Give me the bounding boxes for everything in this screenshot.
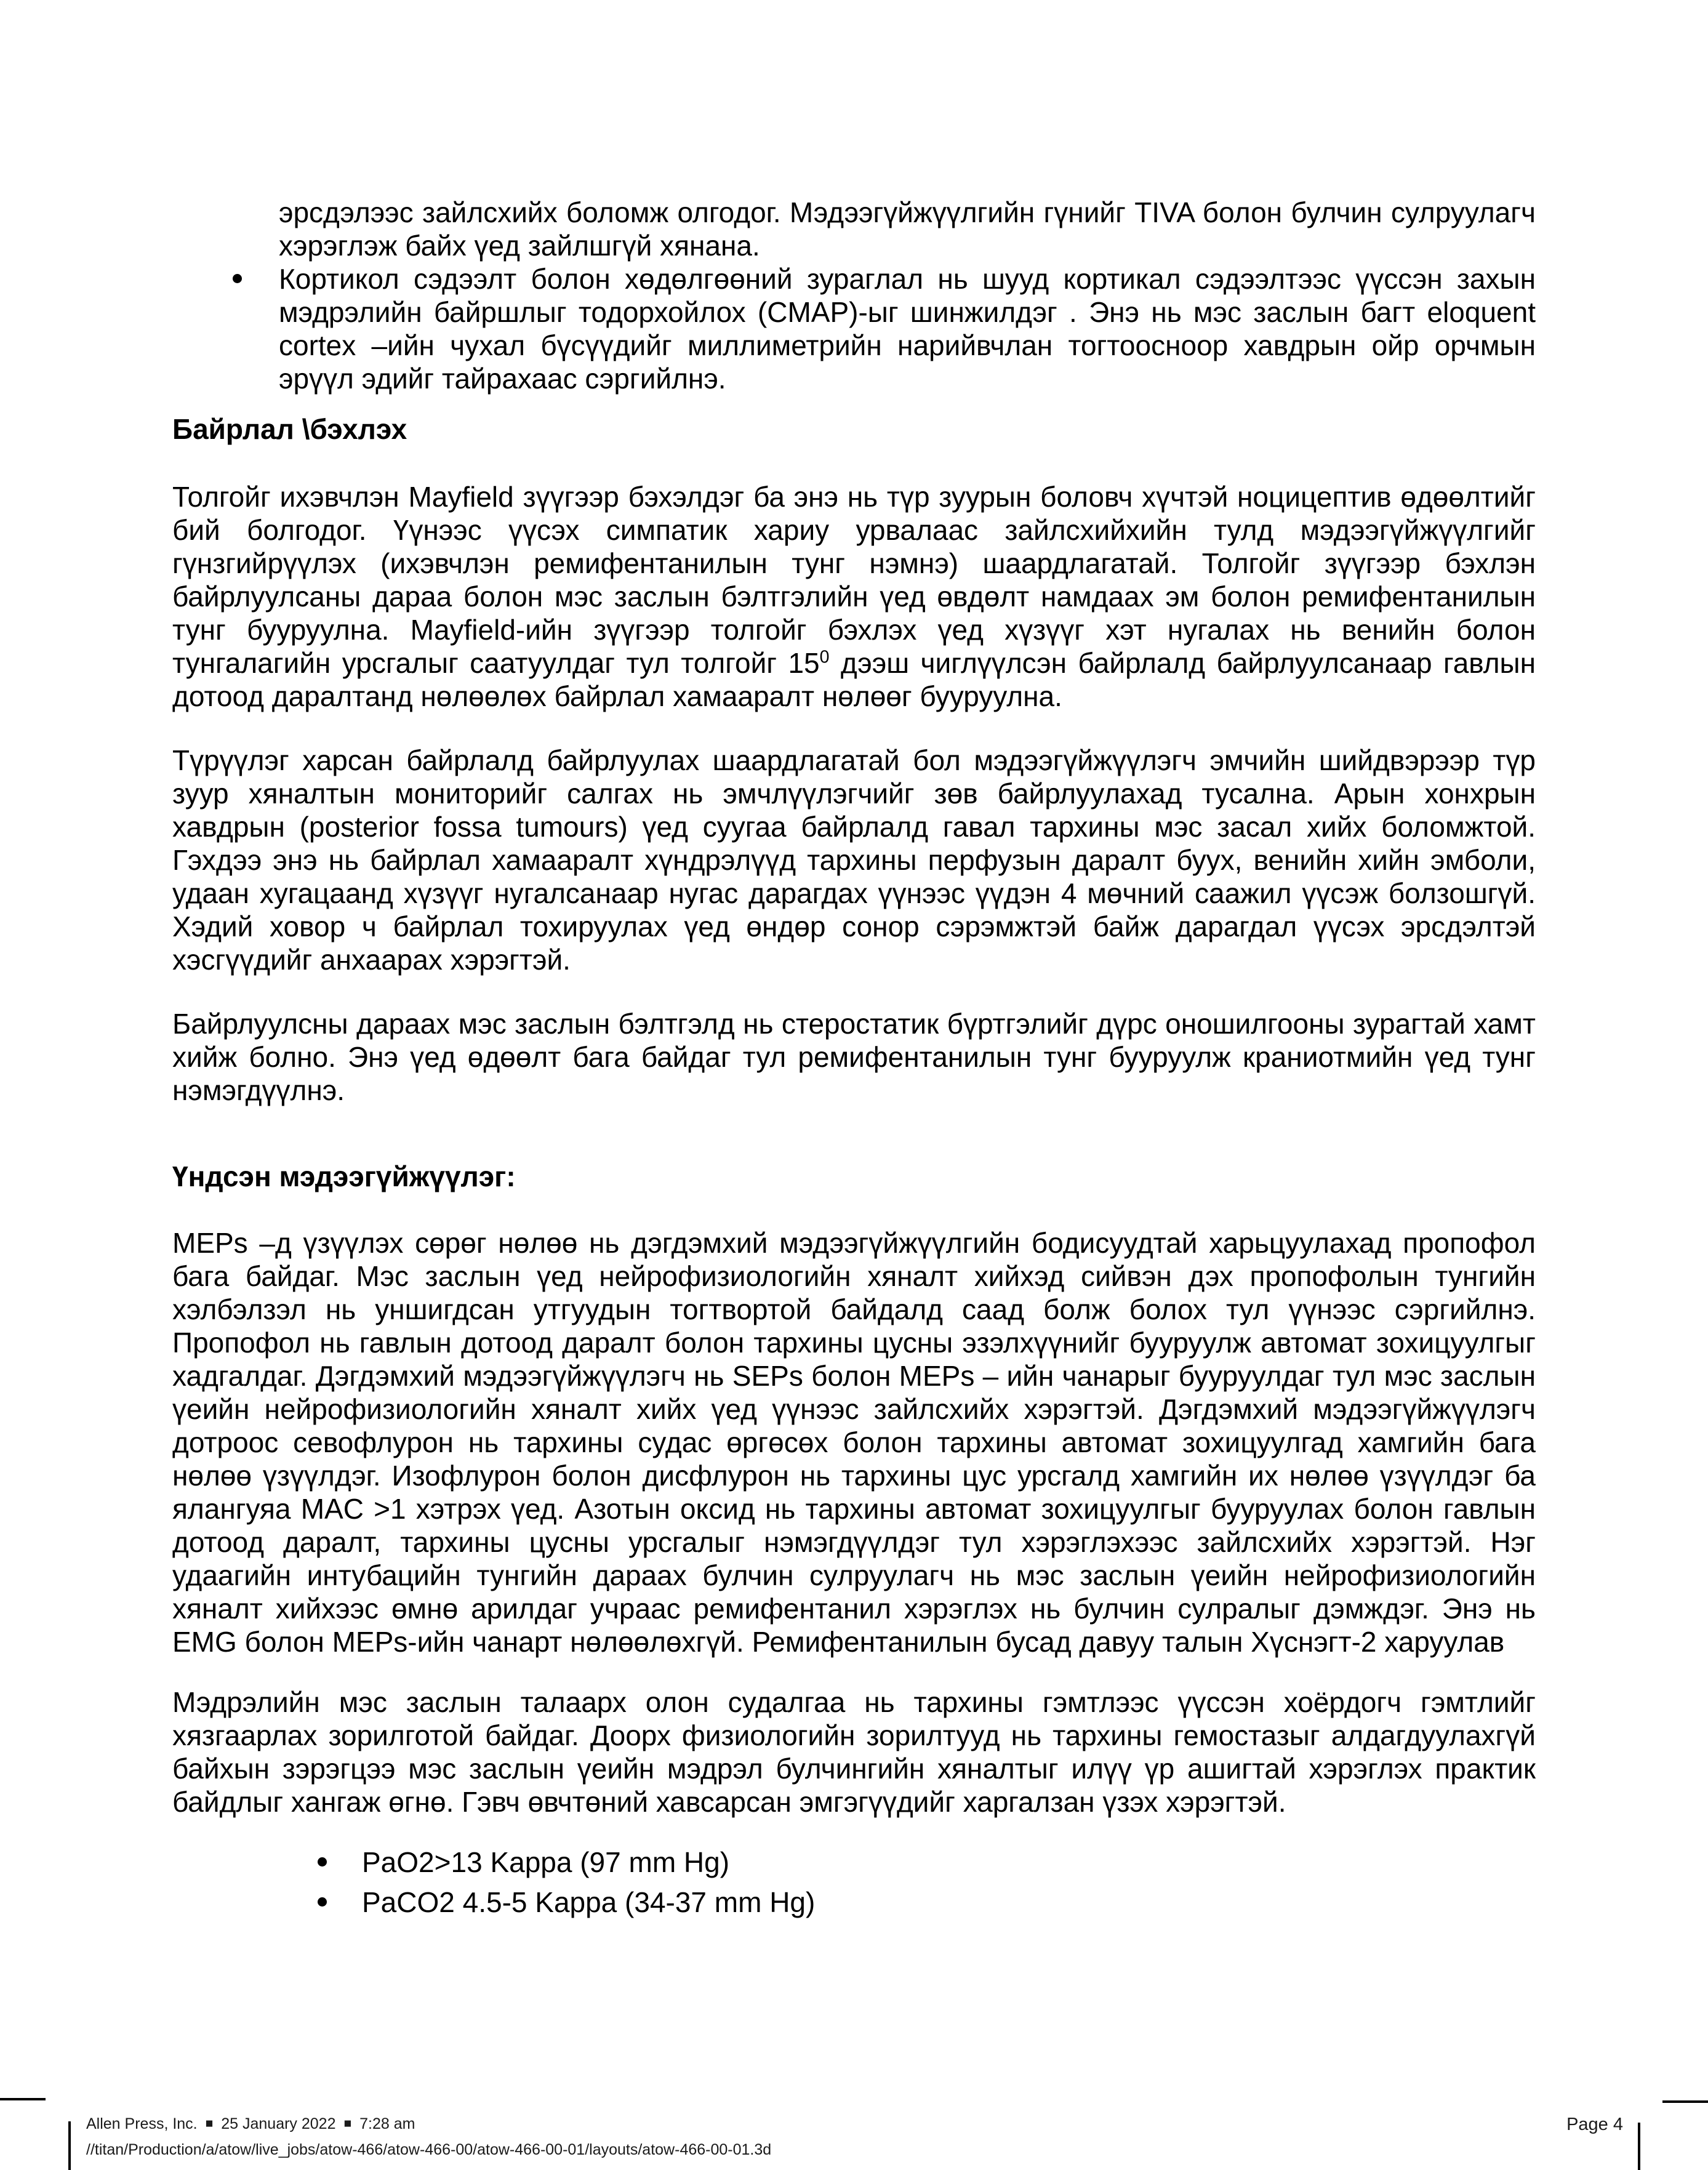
paragraph — [172, 480, 1536, 713]
paragraph: Байрлуулсны дараах мэс заслын бэлтгэлд нь стеростатик бүртгэлийг дүрс оношилгооны зурагтай хамт хийж болно. Энэ үед өдөөлт бага байдаг тул ремифентанилын тунг бууруулж краниотмийн үед тунг нэмэгдүүлнэ. — [172, 1008, 1536, 1106]
footer-publisher: Allen Press, Inc. — [86, 2115, 198, 2132]
bullet-list-top — [172, 196, 1536, 395]
list-item — [172, 1886, 1536, 1919]
crop-mark-left-horizontal — [0, 2098, 46, 2100]
footer-file-path: //titan/Production/a/atow/live_jobs/atow-466/atow-466-00/atow-466-00-01/layouts/atow-466-00-01.3d — [86, 2141, 772, 2158]
list-item-text: PaCO2 4.5-5 Kappa (34-37 mm Hg) — [362, 1886, 816, 1918]
paragraph: Түрүүлэг харсан байрлалд байрлуулах шаардлагатай бол мэдээгүйжүүлэгч эмчийн шийдвэрээр түр зуур хяналтын мониторийг салгах нь эмчлүүлэгчийг зөв байрлуулахад тусална. Арын хонхрын хавдрын (posterior fossa tumours) үед суугаа байрлалд гавал тархины мэс засал хийх боломжтой. Гэхдээ энэ нь байрлал хамааралт хүндрэлүүд тархины перфузын даралт буух, венийн хийн эмболи, удаан хугацаанд хүзүүг нугалсанаар нугас дарагдах үүнээс үүдэн 4 мөчний саажил үүсэж болзошгүй. Хэдий ховор ч байрлал тохируулах үед өндөр сонор сэрэмжтэй байж дарагдал үүсэх эрсдэлтэй хэсгүүдийг анхаарах хэрэгтэй. — [172, 744, 1536, 976]
bullet-list-physiologic-goals — [172, 1846, 1536, 1919]
list-item — [172, 1846, 1536, 1879]
superscript-degree: 0 — [819, 647, 830, 667]
crop-mark-right-vertical — [1638, 2123, 1640, 2170]
list-item-text: эрсдэлээс зайлсхийх боломж олгодог. Мэдээгүйжүүлгийн гүнийг TIVA болон булчин сулруулагч хэрэглэж байх үед зайлшгүй хянана. — [279, 196, 1536, 262]
footer-date: 25 January 2022 — [221, 2115, 336, 2132]
footer — [86, 2112, 771, 2163]
list-item-text: PaO2>13 Kappa (97 mm Hg) — [362, 1846, 730, 1878]
page-number: Page 4 — [1566, 2115, 1623, 2134]
square-separator-icon: ■ — [205, 2116, 214, 2131]
paragraph-text: Толгойг ихэвчлэн Mayfield зүүгээр бэхэлдэг ба энэ нь түр зуурын боловч хүчтэй ноцицептив өдөөлтийг бий болгодог. Үүнээс үүсэх симпатик хариу урвалаас зайлсхийхийн тулд мэдээгүйжүүлгийг гүнзгийрүүлэх (ихэвчлэн ремифентанилын тунг нэмнэ) шаардлагатай. Толгойг зүүгээр бэхлэн байрлуулсаны дараа болон мэс заслын бэлтгэлийн үед өвдөлт намдаах эм болон ремифентанилын тунг бууруулна. Mayfield-ийн зүүгээр толгойг бэхлэх үед хүзүүг хэт нугалах нь венийн болон тунгалагийн урсгалыг саатуулдаг тул толгойг 15 — [172, 481, 1536, 679]
document-body — [172, 0, 1536, 1919]
list-item-text: Кортикол сэдээлт болон хөдөлгөөний зураглал нь шууд кортикал сэдээлтээс үүссэн захын мэдрэлийн байршлыг тодорхойлох (CMAP)-ыг шинжилдэг . Энэ нь мэс заслын багт eloquent cortex –ийн чухал бүсүүдийг миллиметрийн нарийвчлан тогтоосноор хавдрын ойр орчмын эрүүл эдийг тайрахаас сэргийлнэ. — [279, 263, 1536, 395]
section-heading-general-anesthesia: Үндсэн мэдээгүйжүүлэг: — [172, 1160, 516, 1192]
bullet-icon — [318, 1897, 327, 1907]
paragraph: Мэдрэлийн мэс заслын талаарх олон судалгаа нь тархины гэмтлээс үүссэн хоёрдогч гэмтлийг хязгаарлах зорилготой байдаг. Доорх физиологийн зорилтууд нь тархины гемостазыг алдагдуулахгүй байхын зэрэгцээ мэс заслын үеийн мэдрэл булчингийн хяналтыг илүү үр ашигтай хэрэглэх практик байдлыг хангаж өгнө. Гэвч өвчтөний хавсарсан эмгэгүүдийг харгалзан үзэх хэрэгтэй. — [172, 1686, 1536, 1818]
crop-mark-left-vertical — [68, 2121, 71, 2170]
bullet-icon — [318, 1857, 327, 1867]
paragraph: MEPs –д үзүүлэх сөрөг нөлөө нь дэгдэмхий мэдээгүйжүүлгийн бодисуудтай харьцуулахад пропофол бага байдаг. Мэс заслын үед нейрофизиологийн хяналт хийхэд сийвэн дэх пропофолын тунгийн хэлбэлзэл нь уншигдсан утгуудын тогтвортой байдалд саад болж болох тул үүнээс сэргийлнэ. Пропофол нь гавлын дотоод даралт болон тархины цусны эзэлхүүнийг бууруулж автомат зохицуулгыг хадгалдаг. Дэгдэмхий мэдээгүйжүүлэгч нь SEPs болон MEPs – ийн чанарыг бууруулдаг тул мэс заслын үеийн нейрофизиологийн хяналт хийх үед үүнээс зайлсхийх хэрэгтэй. Дэгдэмхий мэдээгүйжүүлэгч дотроос севофлурон нь тархины судас өргөсөх болон тархины автомат зохицуулгад хамгийн бага нөлөө үзүүлдэг. Изофлурон болон дисфлурон нь тархины цус урсгалд хамгийн их нөлөө үзүүлдэг ба ялангуяа MAC >1 хэтрэх үед. Азотын оксид нь тархины автомат зохицуулгыг бууруулах болон гавлын дотоод даралт, тархины цусны урсгалыг нэмэгдүүлдэг тул хэрэглэхээс зайлсхийх хэрэгтэй. Нэг удаагийн интубацийн тунгийн дараах булчин сулруулагч нь мэс заслын үеийн нейрофизиологийн хяналт хийхээс өмнө арилдаг учраас ремифентанил хэрэглэх нь булчин сулралыг дэмждэг. Энэ нь EMG болон MEPs-ийн чанарт нөлөөлөхгүй. Ремифентанилын бусад давуу талын Хүснэгт-2 харуулав — [172, 1227, 1536, 1658]
crop-mark-right-horizontal — [1662, 2100, 1708, 2103]
list-item-continuation — [172, 196, 1536, 262]
list-item — [172, 262, 1536, 395]
square-separator-icon: ■ — [343, 2116, 352, 2131]
bullet-icon — [233, 274, 242, 283]
section-heading-positioning: Байрлал \бэхлэх — [172, 413, 407, 445]
paragraph-text: дээш чиглүүлсэн байрлалд байрлуулсанаар гавлын дотоод даралтанд нөлөөлөх байрлал хамааралт нөлөөг бууруулна. — [172, 647, 1536, 712]
footer-meta-line — [86, 2112, 771, 2137]
footer-time: 7:28 am — [359, 2115, 415, 2132]
